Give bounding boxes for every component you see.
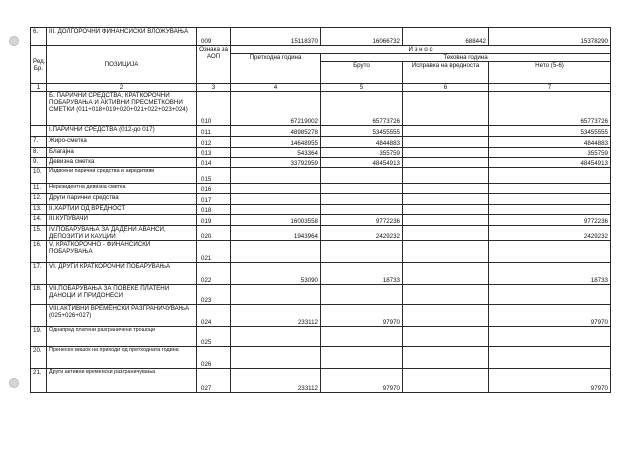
row-position: II.ХАРТИИ ОД ВРЕДНОСТ: [47, 205, 197, 215]
row-neto: [489, 347, 611, 369]
row-position: Однапред платени разграничени трошоци: [47, 327, 197, 347]
row-neto: [489, 205, 611, 215]
header-bruto: Бруто: [321, 62, 403, 84]
row-position: IV.ПОБАРУВАЊА ЗА ДАДЕНИ АВАНСИ, ДЕПОЗИТИ И КАУЦИИ: [47, 226, 197, 241]
row-neto: 97970: [489, 369, 611, 393]
row-ispravka: [403, 305, 489, 327]
row-ispravka: [403, 205, 489, 215]
row-bruto: 18733: [321, 263, 403, 285]
row-ispravka: [403, 194, 489, 205]
row-aop: 022: [197, 263, 231, 285]
header-pozicija: ПОЗИЦИЈА: [47, 46, 197, 84]
row-rb: 17.: [31, 263, 47, 285]
punch-hole-bottom: [9, 378, 19, 388]
row-previous-year: 67219002: [231, 92, 321, 126]
row-aop: 013: [197, 148, 231, 158]
row-previous-year: [231, 241, 321, 263]
row-neto: [489, 194, 611, 205]
table-row: [31, 184, 611, 194]
row-position: Издвоени парични средства и акредитиви: [47, 168, 197, 184]
row-ispravka: [403, 137, 489, 148]
header-row-1: [31, 46, 611, 54]
row-rb: 11.: [31, 184, 47, 194]
row-position: III.КУПУВАЧИ: [47, 215, 197, 226]
top-row-aop: 009: [197, 28, 231, 46]
col-number-1: 1: [31, 84, 47, 92]
table-row: [31, 347, 611, 369]
row-neto: 53455555: [489, 126, 611, 137]
punch-hole-top: [9, 36, 19, 46]
row-aop: 018: [197, 205, 231, 215]
row-neto: [489, 327, 611, 347]
row-previous-year: 543364: [231, 148, 321, 158]
table-row: [31, 327, 611, 347]
header-oznaka: Ознака за АОП: [197, 46, 231, 84]
row-bruto: 4844883: [321, 137, 403, 148]
row-neto: 18733: [489, 263, 611, 285]
row-previous-year: [231, 205, 321, 215]
row-ispravka: [403, 285, 489, 305]
row-bruto: 53455555: [321, 126, 403, 137]
row-neto: 97970: [489, 305, 611, 327]
row-neto: 9772236: [489, 215, 611, 226]
row-rb: 10.: [31, 168, 47, 184]
row-bruto: [321, 194, 403, 205]
balance-sheet-table: [30, 27, 611, 393]
row-previous-year: 33792959: [231, 158, 321, 168]
table-row: [31, 263, 611, 285]
row-rb: [31, 92, 47, 126]
row-position: Други парични средства: [47, 194, 197, 205]
row-rb: 20.: [31, 347, 47, 369]
row-ispravka: [403, 327, 489, 347]
row-neto: [489, 168, 611, 184]
row-neto: 48454913: [489, 158, 611, 168]
header-tekovna: Тековна година: [321, 54, 611, 62]
table-row: [31, 92, 611, 126]
row-neto: [489, 184, 611, 194]
row-neto: 2429232: [489, 226, 611, 241]
row-position: Жиро-сметка: [47, 137, 197, 148]
row-previous-year: [231, 184, 321, 194]
row-neto: 355759: [489, 148, 611, 158]
top-row: [31, 28, 611, 46]
row-rb: 8.: [31, 148, 47, 158]
row-rb: [31, 126, 47, 137]
col-number-3: 3: [197, 84, 231, 92]
row-rb: 21.: [31, 369, 47, 393]
row-previous-year: [231, 327, 321, 347]
row-rb: 13.: [31, 205, 47, 215]
row-position: Б. ПАРИЧНИ СРЕДСТВА, КРАТКОРОЧНИ ПОБАРУВАЊА И АКТИВНИ ПРЕСМЕТКОВНИ СМЕТКИ (011+018+019+020+021+022+023+024): [47, 92, 197, 126]
table-row: [31, 241, 611, 263]
row-ispravka: [403, 215, 489, 226]
row-neto: 4844883: [489, 137, 611, 148]
row-ispravka: [403, 92, 489, 126]
row-ispravka: [403, 126, 489, 137]
row-previous-year: 53090: [231, 263, 321, 285]
row-position: Други активни временски разграничувања: [47, 369, 197, 393]
col-number-4: 4: [231, 84, 321, 92]
row-aop: 016: [197, 184, 231, 194]
row-bruto: [321, 241, 403, 263]
row-bruto: [321, 347, 403, 369]
table-row: [31, 148, 611, 158]
header-ispravka: Исправка на вредноста: [403, 62, 489, 84]
row-bruto: [321, 285, 403, 305]
top-row-neto: 15378290: [489, 28, 611, 46]
table-row: [31, 215, 611, 226]
col-number-5: 5: [321, 84, 403, 92]
table-row: [31, 305, 611, 327]
top-row-ispravka: 688442: [403, 28, 489, 46]
row-aop: 021: [197, 241, 231, 263]
row-rb: 16.: [31, 241, 47, 263]
row-aop: 020: [197, 226, 231, 241]
row-position: VI. ДРУГИ КРАТКОРОЧНИ ПОБАРУВАЊА: [47, 263, 197, 285]
table-row: [31, 126, 611, 137]
row-aop: 025: [197, 327, 231, 347]
table-row: [31, 369, 611, 393]
row-aop: 012: [197, 137, 231, 148]
row-aop: 027: [197, 369, 231, 393]
row-aop: 019: [197, 215, 231, 226]
row-rb: [31, 305, 47, 327]
row-previous-year: 233112: [231, 305, 321, 327]
top-row-name: III. ДОЛГОРОЧНИ ФИНАНСИСКИ ВЛОЖУВАЊА: [47, 28, 197, 46]
row-aop: 023: [197, 285, 231, 305]
table-row: [31, 137, 611, 148]
row-ispravka: [403, 347, 489, 369]
row-previous-year: 16003558: [231, 215, 321, 226]
row-previous-year: 48985278: [231, 126, 321, 137]
row-ispravka: [403, 369, 489, 393]
row-neto: [489, 285, 611, 305]
row-rb: 18.: [31, 285, 47, 305]
row-aop: 014: [197, 158, 231, 168]
row-rb: 9.: [31, 158, 47, 168]
row-previous-year: [231, 285, 321, 305]
row-previous-year: 14648955: [231, 137, 321, 148]
top-row-rb: 6.: [31, 28, 47, 46]
row-ispravka: [403, 168, 489, 184]
row-bruto: 97970: [321, 305, 403, 327]
table-row: [31, 205, 611, 215]
row-aop: 017: [197, 194, 231, 205]
row-rb: 15.: [31, 226, 47, 241]
row-previous-year: 1943964: [231, 226, 321, 241]
top-row-bruto: 16066732: [321, 28, 403, 46]
row-position: V. КРАТКОРОЧНО - ФИНАНСИСКИ ПОБАРУВАЊА: [47, 241, 197, 263]
row-position: VII.ПОБАРУВАЊА ЗА ПОВЕЌЕ ПЛАТЕНИ ДАНОЦИ И ПРИДОНЕСИ: [47, 285, 197, 305]
row-rb: 12.: [31, 194, 47, 205]
row-bruto: [321, 205, 403, 215]
row-aop: 026: [197, 347, 231, 369]
row-previous-year: [231, 194, 321, 205]
row-bruto: 355759: [321, 148, 403, 158]
row-neto: 65773726: [489, 92, 611, 126]
table-row: [31, 285, 611, 305]
col-number-7: 7: [489, 84, 611, 92]
row-ispravka: [403, 158, 489, 168]
row-ispravka: [403, 241, 489, 263]
row-rb: 19.: [31, 327, 47, 347]
row-previous-year: 233112: [231, 369, 321, 393]
row-position: Благајна: [47, 148, 197, 158]
row-position: I.ПАРИЧНИ СРЕДСТВА (012-до 017): [47, 126, 197, 137]
table-row: [31, 168, 611, 184]
row-bruto: 48454913: [321, 158, 403, 168]
top-row-prev: 15118370: [231, 28, 321, 46]
row-bruto: [321, 184, 403, 194]
header-iznos: И з н о с: [231, 46, 611, 54]
row-position: VIII.АКТИВНИ ВРЕМЕНСКИ РАЗГРАНИЧУВАЊА (025+026+027): [47, 305, 197, 327]
row-bruto: 65773726: [321, 92, 403, 126]
row-rb: 7.: [31, 137, 47, 148]
row-ispravka: [403, 263, 489, 285]
row-bruto: [321, 327, 403, 347]
row-aop: 011: [197, 126, 231, 137]
row-aop: 024: [197, 305, 231, 327]
row-neto: [489, 241, 611, 263]
row-bruto: [321, 168, 403, 184]
row-ispravka: [403, 148, 489, 158]
table-row: [31, 226, 611, 241]
row-aop: 010: [197, 92, 231, 126]
col-number-6: 6: [403, 84, 489, 92]
row-position: Нерезидентна девизна сметка: [47, 184, 197, 194]
column-numbers-row: [31, 84, 611, 92]
table-row: [31, 158, 611, 168]
row-ispravka: [403, 226, 489, 241]
row-position: Девизна сметка: [47, 158, 197, 168]
row-bruto: 9772236: [321, 215, 403, 226]
row-bruto: 97970: [321, 369, 403, 393]
row-rb: 14.: [31, 215, 47, 226]
col-number-2: 2: [47, 84, 197, 92]
row-aop: 015: [197, 168, 231, 184]
header-rb: Ред. Бр.: [31, 46, 47, 84]
row-previous-year: [231, 347, 321, 369]
header-neto: Нето (5-6): [489, 62, 611, 84]
row-ispravka: [403, 184, 489, 194]
table-row: [31, 194, 611, 205]
header-prethodna: Претходна година: [231, 54, 321, 84]
row-position: Пренесен вишок на приходи од претходната година: [47, 347, 197, 369]
row-bruto: 2429232: [321, 226, 403, 241]
row-previous-year: [231, 168, 321, 184]
